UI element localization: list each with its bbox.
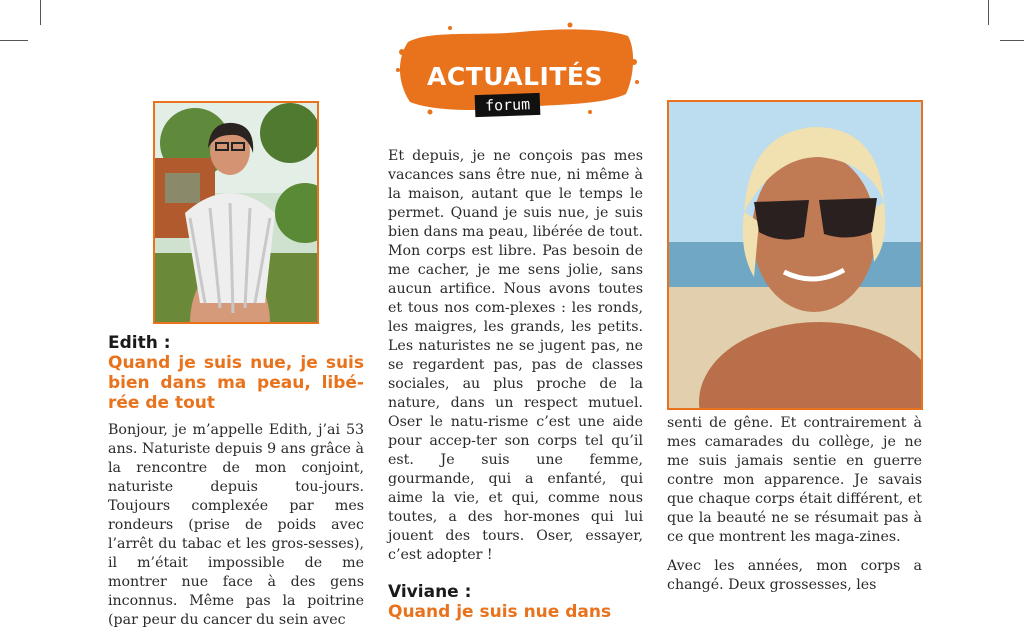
crop-mark bbox=[0, 40, 28, 41]
edith-body-text: Bonjour, je m’appelle Edith, j’ai 53 ans. Naturiste depuis 9 ans grâce à la rencontre de mon conjoint, naturiste depuis tou-jours. Toujours complexée par mes rondeurs (prise de poids avec l’arrêt du tabac et les gros-sesses), il m’était impossible de me montrer nue face à des gens inconnus. Même pas la poitrine (par peur du cancer du sein avec bbox=[108, 422, 364, 628]
middle-column bbox=[388, 147, 643, 622]
viviane-photo bbox=[667, 100, 923, 410]
right-body-text-1: senti de gêne. Et contrairement à mes camarades du collège, je ne me suis jamais sentie en guerre contre mon apparence. Je savais que chaque corps était différent, et que la beauté ne se résumait pas à ce que montrent les maga-zines. bbox=[667, 415, 922, 545]
edith-photo-illustration bbox=[155, 103, 317, 322]
edith-headline: Quand je suis nue, je suis bien dans ma peau, libé-rée de tout bbox=[108, 353, 364, 413]
viviane-headline: Quand je suis nue dans bbox=[388, 602, 612, 622]
viviane-photo-illustration bbox=[669, 102, 921, 408]
edith-photo bbox=[153, 101, 319, 324]
right-column bbox=[667, 414, 922, 595]
crop-mark bbox=[40, 0, 41, 25]
middle-body-text: Et depuis, je ne conçois pas mes vacances sans être nue, ni même à la maison, autant que le temps le permet. Quand je suis nue, je suis bien dans ma peau, libérée de tout. Mon corps est libre. Pas besoin de me cacher, je me sens jolie, sans aucun artifice. Nous avons toutes et tous nos com-plexes : les ronds, les maigres, les grands, les petits. Les naturistes ne se jugent pas, ne se regardent pas, pas de classes sociales, au plus proche de la nature, dans un respect mutuel. Oser le natu-risme c’est une aide pour accep-ter son corps tel qu’il est. Je suis une femme, gourmande, qui a enfanté, qui aime la vie, et qui, comme nous toutes, a des hor-mones qui lui jouent des tours. Oser, essayer, c’est adopter ! bbox=[388, 148, 643, 563]
viviane-name: Viviane : bbox=[388, 582, 472, 602]
section-header bbox=[390, 22, 640, 132]
section-title: ACTUALITÉS bbox=[427, 62, 603, 91]
crop-mark bbox=[988, 0, 989, 25]
crop-mark bbox=[1000, 40, 1024, 41]
right-body-text-2: Avec les années, mon corps a changé. Deux grossesses, les bbox=[667, 558, 922, 593]
section-subtitle: forum bbox=[475, 93, 541, 117]
edith-name: Edith : bbox=[108, 333, 171, 353]
edith-column bbox=[108, 334, 364, 630]
